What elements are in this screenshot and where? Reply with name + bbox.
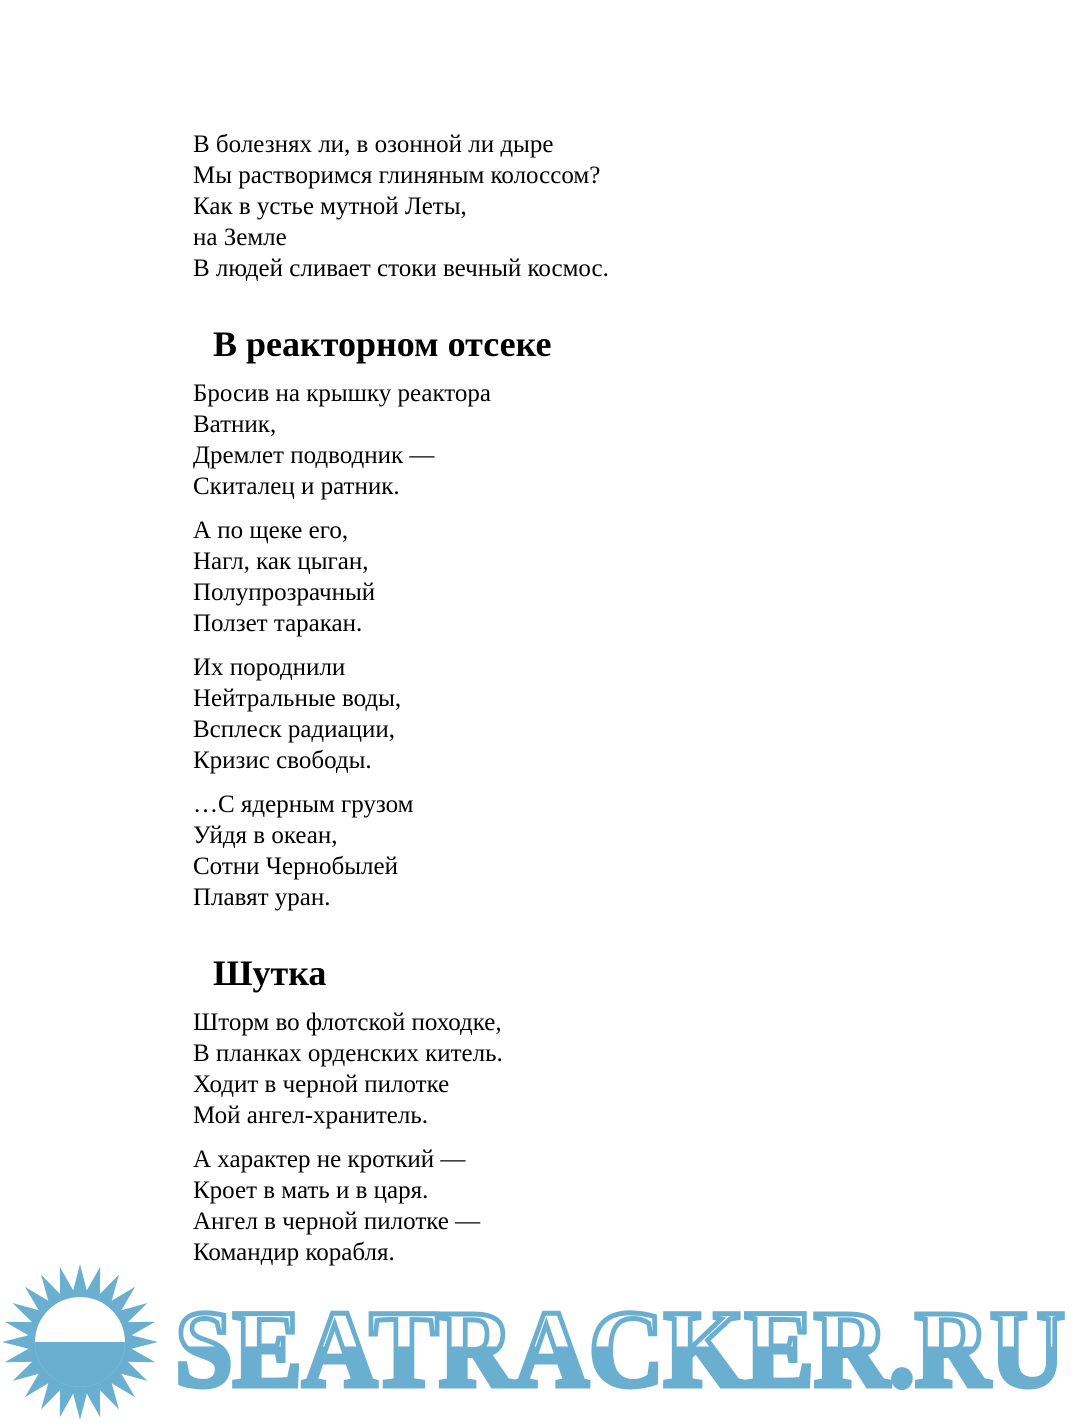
verse-line: Скиталец и ратник.	[193, 473, 400, 500]
site-logo-text	[170, 1262, 1070, 1425]
verse-line: В болезнях ли, в озонной ли дыре	[193, 131, 554, 158]
verse-line: Их породнили	[193, 654, 346, 681]
poem-title-joke: Шутка	[213, 953, 327, 993]
poem-1-stanza-3	[193, 652, 1013, 776]
verse-line: Бросив на крышку реактора	[193, 380, 491, 407]
intro-stanza	[193, 129, 1013, 284]
poem-1-stanza-1	[193, 378, 1013, 502]
verse-line: Мой ангел-хранитель.	[193, 1102, 429, 1129]
verse-line: Всплеск радиации,	[193, 716, 396, 743]
verse-line: Ползет таракан.	[193, 610, 363, 637]
verse-line: Кризис свободы.	[193, 747, 372, 774]
verse-line: Полупрозрачный	[193, 579, 376, 606]
verse-line: Ватник,	[193, 411, 277, 438]
poem-2-stanza-1	[193, 1007, 1013, 1131]
watermark	[0, 1262, 1080, 1425]
watermark-text: SEATRACKER.RU	[175, 1288, 1065, 1410]
verse-line: Сотни Чернобылей	[193, 853, 398, 880]
verse-line: Кроет в мать и в царя.	[193, 1177, 429, 1204]
verse-line: В людей сливает стоки вечный космос.	[193, 255, 609, 282]
verse-line: Плавят уран.	[193, 884, 331, 911]
verse-line: Ангел в черной пилотке —	[193, 1208, 481, 1235]
verse-line: Уйдя в океан,	[193, 822, 338, 849]
verse-line: А по щеке его,	[193, 517, 349, 544]
poem-1-stanza-2	[193, 515, 1013, 639]
verse-line: Командир корабля.	[193, 1239, 395, 1266]
poem-title-reactor: В реакторном отсеке	[213, 324, 552, 364]
verse-line: Ходит в черной пилотке	[193, 1071, 450, 1098]
verse-line: Нагл, как цыган,	[193, 548, 369, 575]
verse-line: Мы растворимся глиняным колоссом?	[193, 162, 601, 189]
verse-line: Шторм во флотской походке,	[193, 1009, 502, 1036]
verse-line: на Земле	[193, 224, 287, 251]
verse-line: Дремлет подводник —	[193, 442, 435, 469]
verse-line: Нейтральные воды,	[193, 685, 402, 712]
sun-icon	[0, 1262, 160, 1425]
poem-2-stanza-2	[193, 1144, 1013, 1268]
poem-1-stanza-4	[193, 789, 1013, 913]
verse-line: А характер не кроткий —	[193, 1146, 466, 1173]
verse-line: Как в устье мутной Леты,	[193, 193, 467, 220]
poem-page	[193, 129, 1013, 1281]
verse-line: В планках орденских китель.	[193, 1040, 503, 1067]
verse-line: …С ядерным грузом	[193, 791, 414, 818]
